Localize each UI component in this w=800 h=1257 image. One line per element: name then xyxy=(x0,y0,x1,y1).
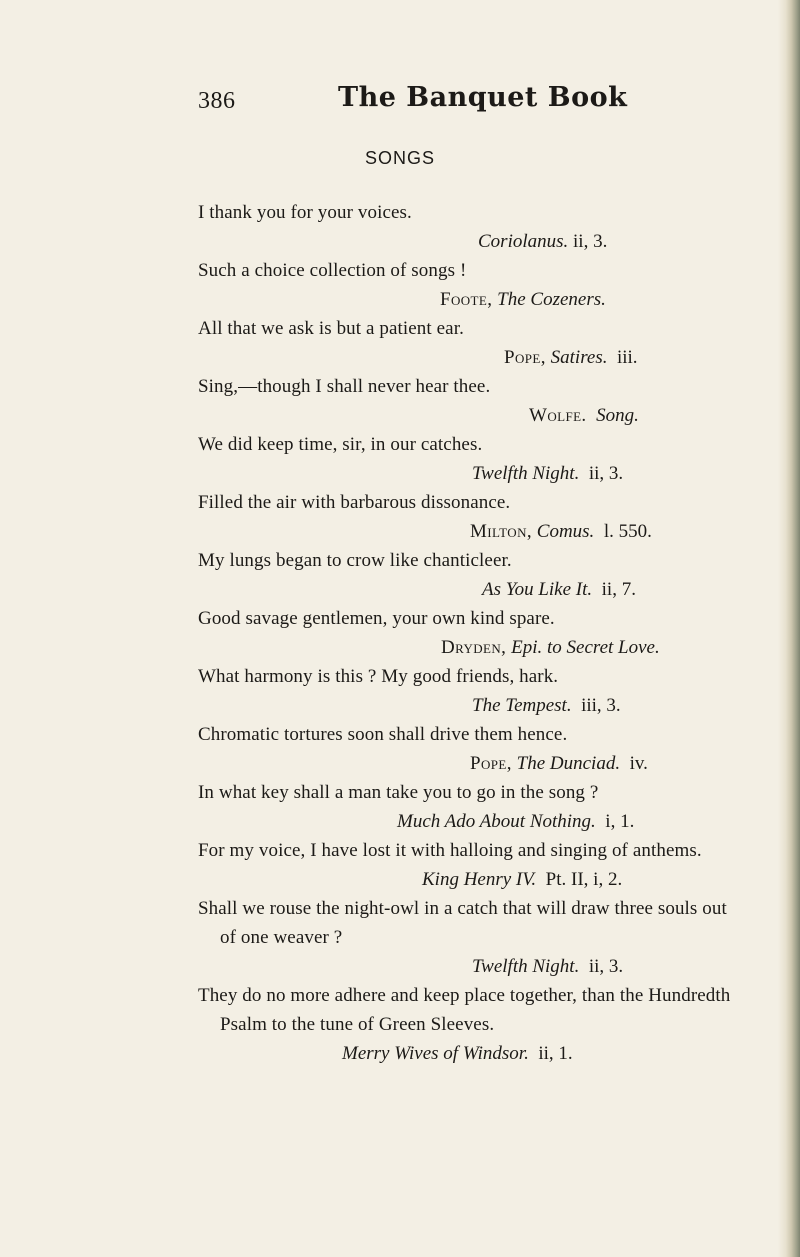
quote-text: What harmony is this ? My good friends, hark. xyxy=(198,666,559,687)
citation-reference: iii. xyxy=(616,347,638,368)
book-title: The Banquet Book xyxy=(338,82,628,113)
citation-work: The Tempest. xyxy=(472,695,572,716)
quote-entry xyxy=(198,778,738,836)
quote-text: My lungs began to crow like chanticleer. xyxy=(198,550,512,571)
citation-reference: ii, 3. xyxy=(588,463,624,484)
quote-entry xyxy=(198,981,738,1068)
citation-reference: ii, 3. xyxy=(573,231,608,252)
page-edge-shadow xyxy=(778,0,800,1257)
citation xyxy=(198,865,738,894)
citation-reference: iv. xyxy=(629,753,648,774)
citation-reference: ii, 7. xyxy=(601,579,636,600)
citation-work: Much Ado About Nothing. xyxy=(397,811,596,832)
citation-work: The Dunciad. xyxy=(516,753,621,774)
quote-entry xyxy=(198,430,738,488)
quote-text: I thank you for your voices. xyxy=(198,202,412,223)
citation-work: As You Like It. xyxy=(482,579,593,600)
section-heading: SONGS xyxy=(364,148,435,168)
citation-reference: Pt. II, i, 2. xyxy=(545,869,623,890)
quote-text: All that we ask is but a patient ear. xyxy=(198,318,464,339)
quote-text: Good savage gentlemen, your own kind spare. xyxy=(198,608,555,629)
quote-text: In what key shall a man take you to go in the song ? xyxy=(198,782,599,803)
citation-work: Merry Wives of Windsor. xyxy=(342,1043,529,1064)
citation xyxy=(198,807,738,836)
quotation-list xyxy=(198,198,738,1068)
quote-entry xyxy=(198,314,738,372)
citation-author: Milton, xyxy=(470,521,533,542)
citation-work: Song. xyxy=(596,405,639,426)
quote-text: They do no more adhere and keep place together, than the Hundredth Psalm to the tune of Green Sleeves. xyxy=(198,985,731,1035)
citation xyxy=(198,691,738,720)
citation-work: Satires. xyxy=(550,347,608,368)
citation xyxy=(198,633,738,662)
quote-entry xyxy=(198,604,738,662)
citation xyxy=(198,575,738,604)
citation-reference: ii, 1. xyxy=(538,1043,573,1064)
citation-work: The Cozeners. xyxy=(497,289,606,310)
citation-author: Foote, xyxy=(440,289,493,310)
quote-entry xyxy=(198,546,738,604)
quote-text: Chromatic tortures soon shall drive them hence. xyxy=(198,724,568,745)
citation xyxy=(198,952,738,981)
quote-entry xyxy=(198,662,738,720)
citation-reference: l. 550. xyxy=(603,521,652,542)
citation-author: Wolfe. xyxy=(529,405,587,426)
quote-entry xyxy=(198,894,738,981)
citation-work: Coriolanus. xyxy=(478,231,569,252)
citation-reference: ii, 3. xyxy=(588,956,624,977)
quote-text: Shall we rouse the night-owl in a catch that will draw three souls out of one weaver ? xyxy=(198,898,727,948)
citation xyxy=(198,459,738,488)
citation xyxy=(198,285,738,314)
citation-work: Twelfth Night. xyxy=(472,463,580,484)
citation xyxy=(198,343,738,372)
quote-text: Sing,—though I shall never hear thee. xyxy=(198,376,491,397)
citation-work: Epi. to Secret Love. xyxy=(511,637,660,658)
citation-author: Pope, xyxy=(504,347,546,368)
citation-work: Comus. xyxy=(536,521,595,542)
citation xyxy=(198,401,738,430)
running-head xyxy=(0,82,800,128)
quote-entry xyxy=(198,720,738,778)
quote-entry xyxy=(198,198,738,256)
quote-entry xyxy=(198,836,738,894)
quote-text: Such a choice collection of songs ! xyxy=(198,260,467,281)
citation xyxy=(198,227,738,256)
citation-work: King Henry IV. xyxy=(422,869,537,890)
citation xyxy=(198,517,738,546)
quote-entry xyxy=(198,488,738,546)
citation-work: Twelfth Night. xyxy=(472,956,580,977)
quote-text: Filled the air with barbarous dissonance. xyxy=(198,492,511,513)
page-number: 386 xyxy=(198,88,236,114)
citation-reference: i, 1. xyxy=(605,811,635,832)
citation xyxy=(198,749,738,778)
citation-author: Dryden, xyxy=(441,637,507,658)
citation xyxy=(198,1039,738,1068)
quote-text: For my voice, I have lost it with halloing and singing of anthems. xyxy=(198,840,702,861)
citation-author: Pope, xyxy=(470,753,512,774)
quote-text: We did keep time, sir, in our catches. xyxy=(198,434,483,455)
citation-reference: iii, 3. xyxy=(581,695,621,716)
quote-entry xyxy=(198,372,738,430)
quote-entry xyxy=(198,256,738,314)
